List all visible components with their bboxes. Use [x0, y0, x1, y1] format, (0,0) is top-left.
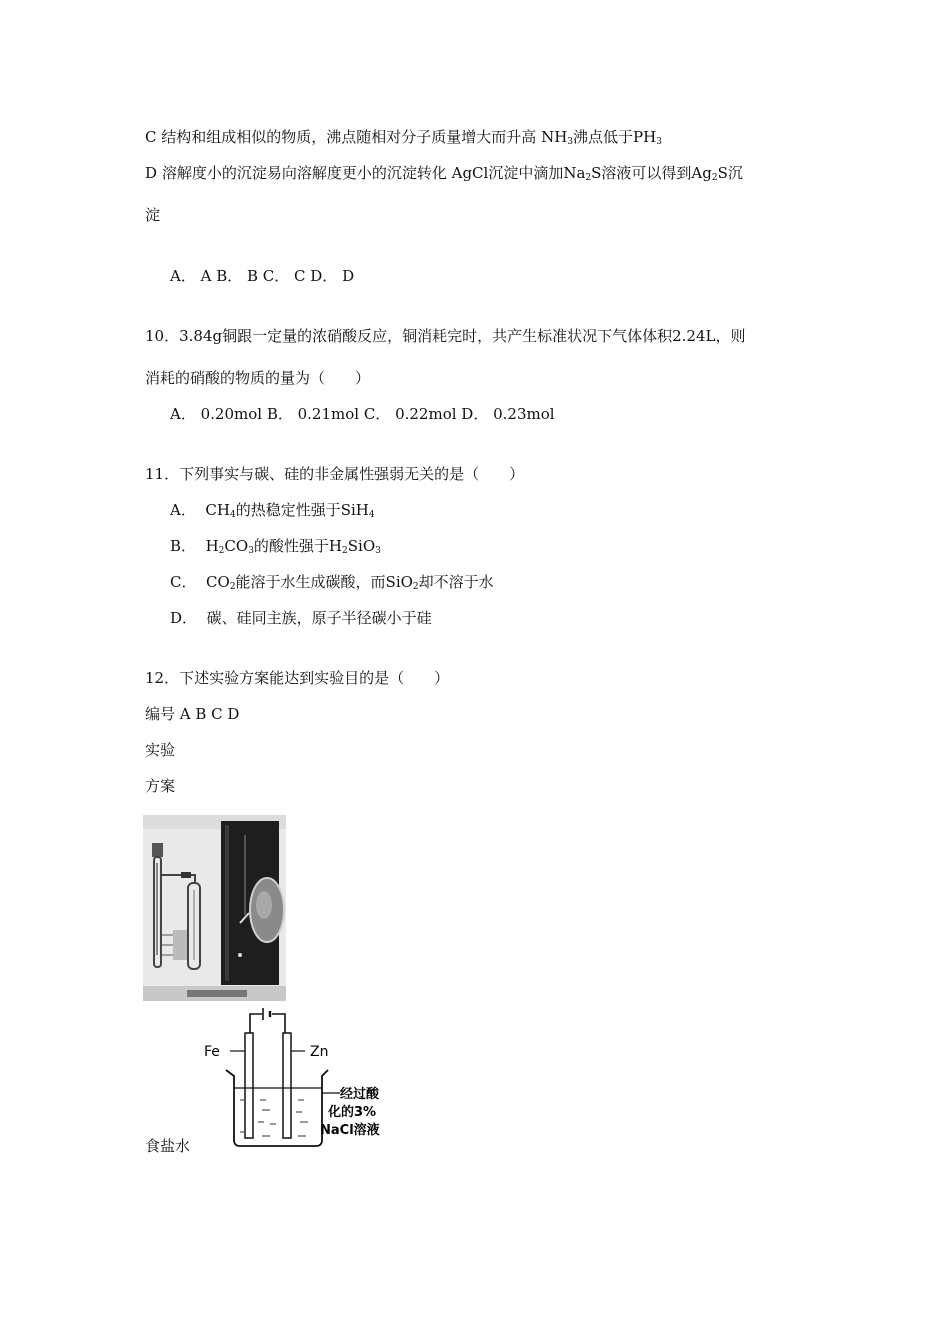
q9-c-sub: 3	[567, 137, 574, 147]
solution-annotation-line1: 经过酸	[340, 1087, 380, 1102]
q9-d-sub: 2	[711, 173, 718, 183]
apparatus-photo-figure	[143, 815, 286, 1001]
option-sub: 2	[342, 546, 348, 556]
q9-d-continuation: 淀	[145, 206, 161, 224]
fe-electrode	[245, 1033, 253, 1138]
option-text: 却不溶于水	[418, 573, 494, 591]
q12-trailing-text: 食盐水	[145, 1137, 191, 1155]
q12-header-row: 编号 A B C D	[145, 705, 240, 723]
fe-label: Fe	[204, 1044, 220, 1060]
q9-c-text: 沸点低于PH	[573, 128, 657, 146]
option-text: CO	[206, 573, 230, 591]
q9-d-principle: 溶解度小的沉淀易向溶解度更小的沉淀转化	[161, 164, 447, 182]
q9-c-letter: C	[145, 128, 157, 146]
q10-stem-line1: 10．3.84g铜跟一定量的浓硝酸反应，铜消耗完时，共产生标准状况下气体体积2.24L，则	[145, 327, 746, 345]
option-text: H	[205, 537, 219, 555]
q11-option-d	[170, 608, 432, 628]
q12-row-label-plan: 方案	[145, 777, 176, 795]
option-text: 碳、硅同主族，原子半径碳小于硅	[206, 609, 432, 627]
option-label: C．	[170, 573, 197, 591]
option-sub: 3	[375, 546, 381, 556]
q9-option-d-row	[145, 163, 743, 183]
q9-c-text: NH	[541, 128, 568, 146]
q9-d-text: S沉	[717, 164, 743, 182]
q9-d-text: AgCl沉淀中滴加Na	[451, 164, 586, 182]
option-sub: 2	[229, 582, 236, 592]
option-label: A．	[170, 501, 196, 519]
q9-c-principle: 结构和组成相似的物质，沸点随相对分子质量增大而升高	[161, 128, 537, 146]
solution-annotation-line3: NaCl溶液	[320, 1123, 380, 1138]
option-text: CH	[205, 501, 230, 519]
q11-option-a	[170, 500, 375, 520]
q11-stem: 11．下列事实与碳、硅的非金属性强弱无关的是（ ）	[145, 465, 525, 483]
electrolysis-cell-diagram	[200, 1008, 385, 1150]
q12-row-label-experiment: 实验	[145, 741, 176, 759]
option-sub: 4	[229, 510, 236, 520]
option-sub: 2	[218, 546, 225, 556]
q9-c-sub: 3	[656, 137, 662, 147]
option-text: CO	[224, 537, 249, 555]
q9-d-text: S溶液可以得到Ag	[591, 164, 712, 182]
zn-label: Zn	[310, 1044, 329, 1060]
q9-d-sub: 2	[585, 173, 592, 183]
option-text: 的酸性强于H	[253, 537, 343, 555]
option-text: 的热稳定性强于SiH	[235, 501, 369, 519]
zn-electrode	[283, 1033, 291, 1138]
option-sub: 4	[368, 510, 375, 520]
solution-annotation-line2: 化的3%	[328, 1105, 377, 1120]
q10-stem-line2: 消耗的硝酸的物质的量为（ ）	[145, 369, 371, 387]
q9-option-c-row	[145, 127, 662, 147]
beaker	[226, 1070, 328, 1146]
q12-stem: 12．下述实验方案能达到实验目的是（ ）	[145, 669, 450, 687]
option-sub: 2	[412, 582, 419, 592]
q9-options: A． A B． B C． C D． D	[170, 267, 355, 285]
q11-option-c	[170, 572, 494, 592]
option-label: D．	[170, 609, 198, 627]
option-sub: 3	[248, 546, 254, 556]
option-text: SiO	[347, 537, 376, 555]
q11-option-b	[170, 536, 381, 556]
q9-d-letter: D	[145, 164, 158, 182]
q10-options: A． 0.20mol B． 0.21mol C． 0.22mol D． 0.23mol	[170, 405, 555, 423]
option-text: 能溶于水生成碳酸，而SiO	[235, 573, 413, 591]
option-label: B．	[170, 537, 197, 555]
